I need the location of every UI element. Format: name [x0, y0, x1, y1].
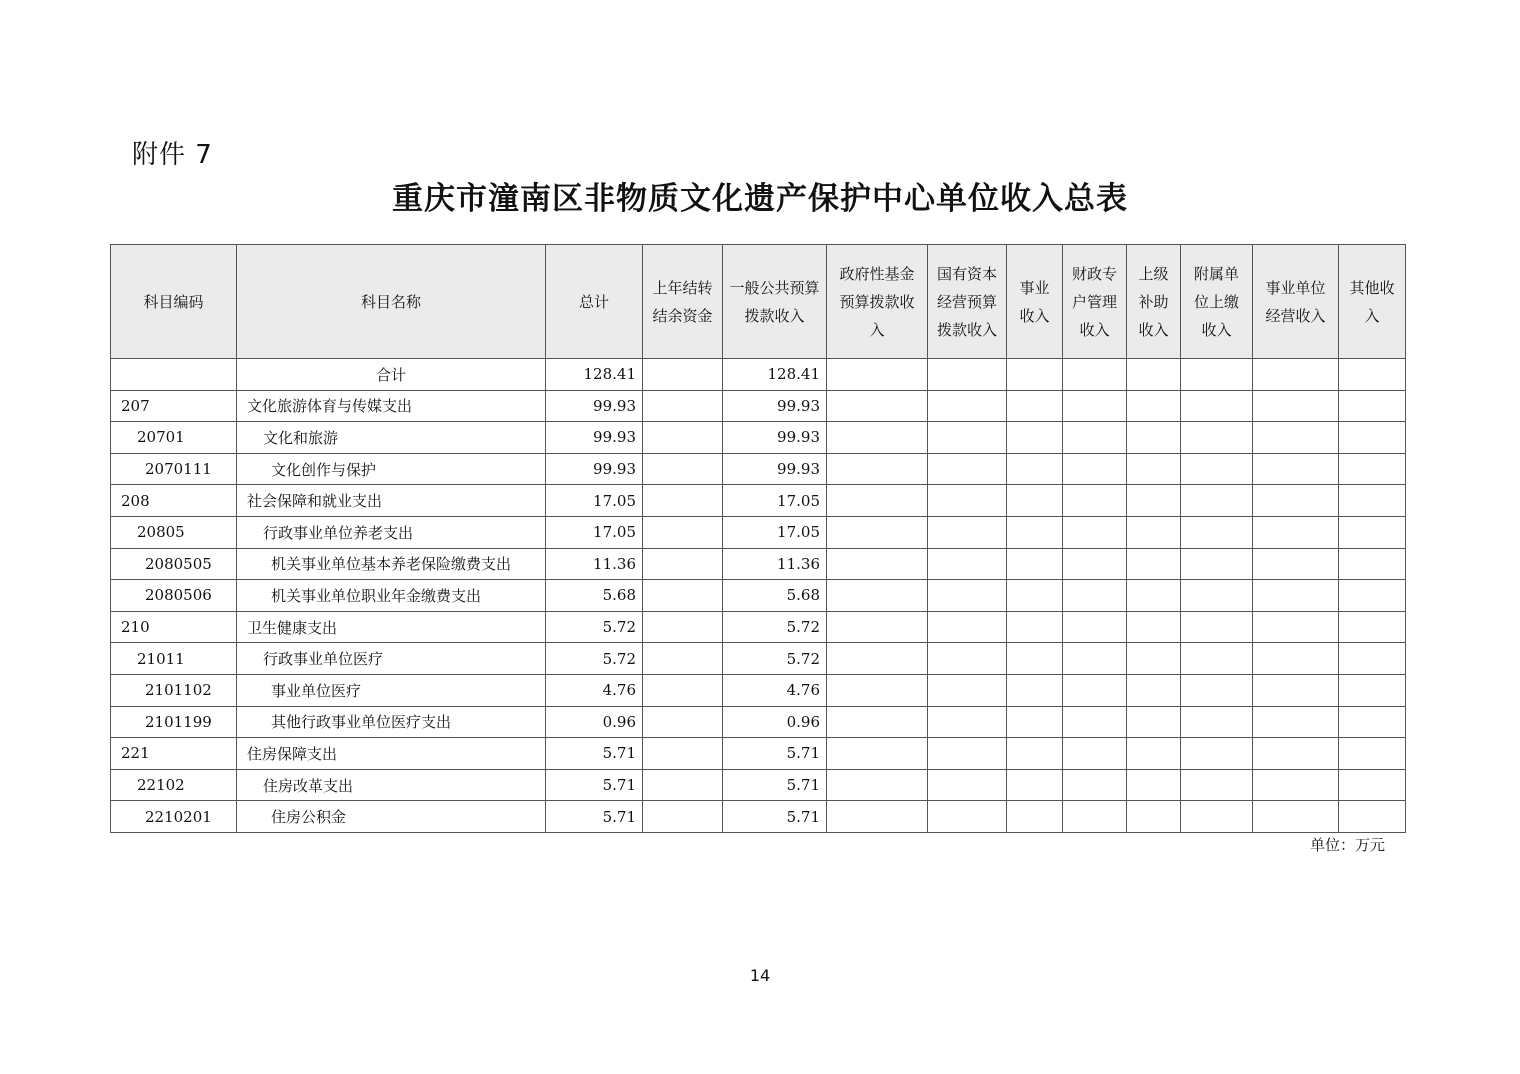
name-cell: 行政事业单位养老支出 [237, 516, 546, 548]
carryover-cell [643, 706, 723, 738]
state-capital-cell [928, 801, 1007, 833]
total-carryover-cell [643, 359, 723, 391]
name-cell: 住房改革支出 [237, 769, 546, 801]
header-name: 科目名称 [237, 245, 546, 359]
other-income-cell [1339, 485, 1406, 517]
state-capital-cell [928, 453, 1007, 485]
name-cell: 机关事业单位职业年金缴费支出 [237, 580, 546, 612]
gov-fund-cell [827, 674, 928, 706]
carryover-cell [643, 643, 723, 675]
total-code-cell [111, 359, 237, 391]
total-general-budget-cell: 128.41 [723, 359, 827, 391]
header-operating-income: 事业单位经营收入 [1253, 245, 1339, 359]
header-special-account: 财政专户管理收入 [1063, 245, 1127, 359]
state-capital-cell [928, 643, 1007, 675]
superior-subsidy-cell [1127, 516, 1181, 548]
operating-income-cell [1253, 580, 1339, 612]
total-empty-cell [1127, 359, 1181, 391]
business-income-cell [1007, 769, 1063, 801]
code-cell: 208 [111, 485, 237, 517]
total-empty-cell [1007, 359, 1063, 391]
business-income-cell [1007, 643, 1063, 675]
code-cell: 2080506 [111, 580, 237, 612]
special-account-cell [1063, 738, 1127, 770]
total-empty-cell [1181, 359, 1253, 391]
carryover-cell [643, 801, 723, 833]
state-capital-cell [928, 611, 1007, 643]
gov-fund-cell [827, 706, 928, 738]
other-income-cell [1339, 580, 1406, 612]
subordinate-remit-cell [1181, 738, 1253, 770]
table-row [111, 548, 1406, 580]
special-account-cell [1063, 453, 1127, 485]
operating-income-cell [1253, 674, 1339, 706]
code-cell: 21011 [111, 643, 237, 675]
table-row [111, 422, 1406, 454]
other-income-cell [1339, 643, 1406, 675]
business-income-cell [1007, 611, 1063, 643]
gov-fund-cell [827, 580, 928, 612]
table-row [111, 769, 1406, 801]
operating-income-cell [1253, 453, 1339, 485]
total-total-cell: 128.41 [546, 359, 643, 391]
special-account-cell [1063, 485, 1127, 517]
state-capital-cell [928, 580, 1007, 612]
general-budget-cell: 17.05 [723, 516, 827, 548]
name-cell: 文化和旅游 [237, 422, 546, 454]
superior-subsidy-cell [1127, 422, 1181, 454]
business-income-cell [1007, 674, 1063, 706]
total-label-cell: 合计 [237, 359, 546, 391]
carryover-cell [643, 485, 723, 517]
name-cell: 其他行政事业单位医疗支出 [237, 706, 546, 738]
general-budget-cell: 5.68 [723, 580, 827, 612]
special-account-cell [1063, 706, 1127, 738]
other-income-cell [1339, 390, 1406, 422]
superior-subsidy-cell [1127, 801, 1181, 833]
superior-subsidy-cell [1127, 485, 1181, 517]
special-account-cell [1063, 548, 1127, 580]
general-budget-cell: 17.05 [723, 485, 827, 517]
general-budget-cell: 5.71 [723, 738, 827, 770]
superior-subsidy-cell [1127, 548, 1181, 580]
general-budget-cell: 5.72 [723, 643, 827, 675]
subordinate-remit-cell [1181, 674, 1253, 706]
page-title: 重庆市潼南区非物质文化遗产保护中心单位收入总表 [392, 181, 1128, 217]
special-account-cell [1063, 643, 1127, 675]
name-cell: 机关事业单位基本养老保险缴费支出 [237, 548, 546, 580]
table-row [111, 516, 1406, 548]
name-cell: 卫生健康支出 [237, 611, 546, 643]
subordinate-remit-cell [1181, 643, 1253, 675]
name-cell: 住房公积金 [237, 801, 546, 833]
superior-subsidy-cell [1127, 769, 1181, 801]
gov-fund-cell [827, 738, 928, 770]
header-business-income: 事业收入 [1007, 245, 1063, 359]
superior-subsidy-cell [1127, 611, 1181, 643]
state-capital-cell [928, 674, 1007, 706]
gov-fund-cell [827, 801, 928, 833]
name-cell: 文化旅游体育与传媒支出 [237, 390, 546, 422]
name-cell: 行政事业单位医疗 [237, 643, 546, 675]
subordinate-remit-cell [1181, 580, 1253, 612]
superior-subsidy-cell [1127, 674, 1181, 706]
special-account-cell [1063, 422, 1127, 454]
subordinate-remit-cell [1181, 516, 1253, 548]
total-empty-cell [827, 359, 928, 391]
special-account-cell [1063, 580, 1127, 612]
carryover-cell [643, 738, 723, 770]
table-row [111, 485, 1406, 517]
header-other-income: 其他收入 [1339, 245, 1406, 359]
superior-subsidy-cell [1127, 706, 1181, 738]
subordinate-remit-cell [1181, 390, 1253, 422]
table-row [111, 453, 1406, 485]
gov-fund-cell [827, 453, 928, 485]
special-account-cell [1063, 769, 1127, 801]
other-income-cell [1339, 801, 1406, 833]
header-superior-subsidy: 上级补助收入 [1127, 245, 1181, 359]
other-income-cell [1339, 674, 1406, 706]
business-income-cell [1007, 548, 1063, 580]
carryover-cell [643, 769, 723, 801]
name-cell: 住房保障支出 [237, 738, 546, 770]
carryover-cell [643, 453, 723, 485]
operating-income-cell [1253, 485, 1339, 517]
operating-income-cell [1253, 611, 1339, 643]
table-header-row [111, 245, 1406, 359]
table-row [111, 390, 1406, 422]
state-capital-cell [928, 706, 1007, 738]
total-cell: 0.96 [546, 706, 643, 738]
gov-fund-cell [827, 422, 928, 454]
general-budget-cell: 4.76 [723, 674, 827, 706]
state-capital-cell [928, 485, 1007, 517]
code-cell: 22102 [111, 769, 237, 801]
business-income-cell [1007, 390, 1063, 422]
gov-fund-cell [827, 643, 928, 675]
operating-income-cell [1253, 390, 1339, 422]
table-row [111, 674, 1406, 706]
operating-income-cell [1253, 738, 1339, 770]
header-state-capital: 国有资本经营预算拨款收入 [928, 245, 1007, 359]
carryover-cell [643, 516, 723, 548]
state-capital-cell [928, 548, 1007, 580]
state-capital-cell [928, 422, 1007, 454]
other-income-cell [1339, 422, 1406, 454]
superior-subsidy-cell [1127, 453, 1181, 485]
general-budget-cell: 99.93 [723, 390, 827, 422]
general-budget-cell: 99.93 [723, 453, 827, 485]
total-empty-cell [928, 359, 1007, 391]
code-cell: 2070111 [111, 453, 237, 485]
table-row [111, 738, 1406, 770]
subordinate-remit-cell [1181, 548, 1253, 580]
general-budget-cell: 5.72 [723, 611, 827, 643]
total-empty-cell [1063, 359, 1127, 391]
header-carryover: 上年结转结余资金 [643, 245, 723, 359]
business-income-cell [1007, 580, 1063, 612]
state-capital-cell [928, 390, 1007, 422]
table-row [111, 801, 1406, 833]
other-income-cell [1339, 516, 1406, 548]
code-cell: 2101102 [111, 674, 237, 706]
page-number: 14 [749, 966, 771, 985]
total-cell: 17.05 [546, 516, 643, 548]
total-empty-cell [1253, 359, 1339, 391]
operating-income-cell [1253, 422, 1339, 454]
superior-subsidy-cell [1127, 580, 1181, 612]
special-account-cell [1063, 516, 1127, 548]
other-income-cell [1339, 769, 1406, 801]
table-row [111, 611, 1406, 643]
carryover-cell [643, 548, 723, 580]
total-cell: 5.71 [546, 769, 643, 801]
special-account-cell [1063, 801, 1127, 833]
other-income-cell [1339, 706, 1406, 738]
gov-fund-cell [827, 485, 928, 517]
operating-income-cell [1253, 548, 1339, 580]
total-cell: 11.36 [546, 548, 643, 580]
total-cell: 5.68 [546, 580, 643, 612]
operating-income-cell [1253, 643, 1339, 675]
other-income-cell [1339, 548, 1406, 580]
subordinate-remit-cell [1181, 769, 1253, 801]
subordinate-remit-cell [1181, 706, 1253, 738]
general-budget-cell: 11.36 [723, 548, 827, 580]
total-cell: 99.93 [546, 422, 643, 454]
total-cell: 4.76 [546, 674, 643, 706]
gov-fund-cell [827, 548, 928, 580]
business-income-cell [1007, 738, 1063, 770]
subordinate-remit-cell [1181, 453, 1253, 485]
superior-subsidy-cell [1127, 643, 1181, 675]
code-cell: 2080505 [111, 548, 237, 580]
other-income-cell [1339, 453, 1406, 485]
carryover-cell [643, 674, 723, 706]
income-summary-table [110, 244, 1406, 833]
table-total-row [111, 359, 1406, 391]
code-cell: 20805 [111, 516, 237, 548]
gov-fund-cell [827, 516, 928, 548]
subordinate-remit-cell [1181, 801, 1253, 833]
general-budget-cell: 0.96 [723, 706, 827, 738]
special-account-cell [1063, 674, 1127, 706]
operating-income-cell [1253, 769, 1339, 801]
header-gov-fund: 政府性基金预算拨款收入 [827, 245, 928, 359]
header-code: 科目编码 [111, 245, 237, 359]
general-budget-cell: 99.93 [723, 422, 827, 454]
operating-income-cell [1253, 706, 1339, 738]
header-total: 总计 [546, 245, 643, 359]
special-account-cell [1063, 390, 1127, 422]
state-capital-cell [928, 738, 1007, 770]
total-empty-cell [1339, 359, 1406, 391]
operating-income-cell [1253, 801, 1339, 833]
carryover-cell [643, 580, 723, 612]
gov-fund-cell [827, 611, 928, 643]
state-capital-cell [928, 516, 1007, 548]
name-cell: 事业单位医疗 [237, 674, 546, 706]
business-income-cell [1007, 485, 1063, 517]
operating-income-cell [1253, 516, 1339, 548]
superior-subsidy-cell [1127, 738, 1181, 770]
code-cell: 2210201 [111, 801, 237, 833]
total-cell: 99.93 [546, 453, 643, 485]
name-cell: 文化创作与保护 [237, 453, 546, 485]
code-cell: 20701 [111, 422, 237, 454]
total-cell: 5.72 [546, 611, 643, 643]
other-income-cell [1339, 738, 1406, 770]
general-budget-cell: 5.71 [723, 769, 827, 801]
table-row [111, 643, 1406, 675]
attachment-label: 附件 7 [132, 140, 213, 170]
header-subordinate-remit: 附属单位上缴收入 [1181, 245, 1253, 359]
business-income-cell [1007, 422, 1063, 454]
code-cell: 2101199 [111, 706, 237, 738]
total-cell: 99.93 [546, 390, 643, 422]
total-cell: 5.71 [546, 801, 643, 833]
name-cell: 社会保障和就业支出 [237, 485, 546, 517]
subordinate-remit-cell [1181, 485, 1253, 517]
table-row [111, 706, 1406, 738]
total-cell: 5.72 [546, 643, 643, 675]
other-income-cell [1339, 611, 1406, 643]
gov-fund-cell [827, 769, 928, 801]
business-income-cell [1007, 453, 1063, 485]
carryover-cell [643, 390, 723, 422]
table-row [111, 580, 1406, 612]
business-income-cell [1007, 516, 1063, 548]
gov-fund-cell [827, 390, 928, 422]
superior-subsidy-cell [1127, 390, 1181, 422]
header-general-budget: 一般公共预算拨款收入 [723, 245, 827, 359]
special-account-cell [1063, 611, 1127, 643]
business-income-cell [1007, 706, 1063, 738]
business-income-cell [1007, 801, 1063, 833]
general-budget-cell: 5.71 [723, 801, 827, 833]
code-cell: 210 [111, 611, 237, 643]
carryover-cell [643, 611, 723, 643]
code-cell: 221 [111, 738, 237, 770]
carryover-cell [643, 422, 723, 454]
subordinate-remit-cell [1181, 611, 1253, 643]
code-cell: 207 [111, 390, 237, 422]
state-capital-cell [928, 769, 1007, 801]
total-cell: 5.71 [546, 738, 643, 770]
total-cell: 17.05 [546, 485, 643, 517]
unit-label: 单位：万元 [1310, 836, 1386, 854]
subordinate-remit-cell [1181, 422, 1253, 454]
